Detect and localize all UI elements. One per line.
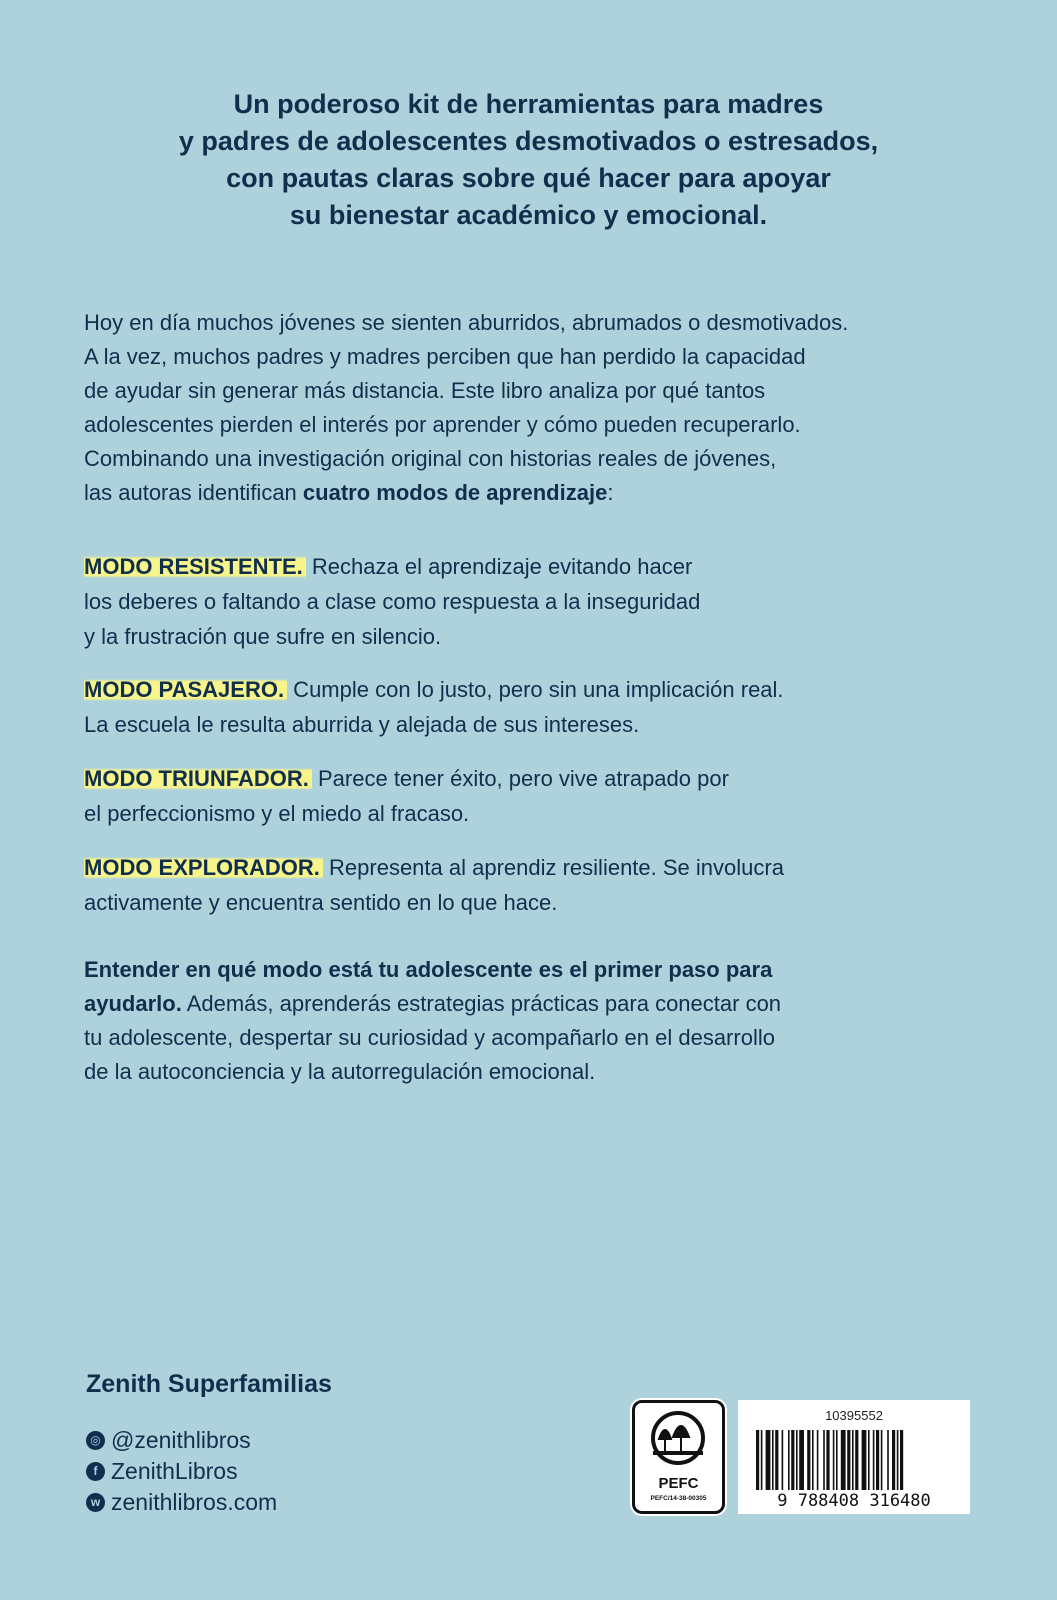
outro-emphasis: Entender en qué modo está tu adolescente es el primer paso para [84, 957, 773, 982]
intro-emphasis: cuatro modos de aprendizaje [302, 480, 608, 505]
barcode-bar [841, 1430, 846, 1490]
outro-paragraph [84, 953, 984, 1089]
barcode-bar [836, 1430, 838, 1490]
pefc-name: PEFC [658, 1475, 699, 1492]
mode-label: MODO PASAJERO. [84, 677, 287, 702]
barcode-bar [855, 1430, 858, 1490]
barcode-bar [826, 1430, 829, 1490]
mode-first-line [84, 761, 984, 796]
intro-line [84, 476, 984, 510]
social-handle: zenithlibros.com [111, 1489, 278, 1515]
mode-line: La escuela le resulta aburrida y alejada de sus intereses. [84, 712, 640, 737]
mode-text: Representa al aprendiz resiliente. Se involucra [322, 855, 784, 880]
barcode-bars [738, 1400, 970, 1514]
facebook-icon: f [86, 1462, 105, 1481]
mode-first-line [84, 672, 984, 707]
barcode-bar [892, 1430, 895, 1490]
isbn-digits: 9 788408 316480 [777, 1491, 931, 1511]
mode-first-line [84, 850, 984, 885]
barcode-bar [833, 1430, 835, 1490]
mode-text: Cumple con lo justo, pero sin una implicación real. [287, 677, 784, 702]
headline-line: su bienestar académico y emocional. [289, 200, 768, 230]
barcode-bar [847, 1430, 850, 1490]
outro-emphasis: ayudarlo. [84, 991, 182, 1016]
barcode-bar [756, 1430, 759, 1490]
mode-line: los deberes o faltando a clase como respuesta a la inseguridad [84, 589, 701, 614]
outro-line [84, 953, 984, 987]
mode-line: el perfeccionismo y el miedo al fracaso. [84, 801, 470, 826]
pefc-code: PEFC/14-38-00305 [650, 1495, 707, 1502]
mode-label: MODO TRIUNFADOR. [84, 766, 312, 791]
barcode-bar [887, 1430, 889, 1490]
mode-first-line [84, 549, 984, 584]
intro-line: A la vez, muchos padres y madres perciben que han perdido la capacidad [84, 344, 806, 369]
barcode-bar [897, 1430, 899, 1490]
barcode-bar [862, 1430, 867, 1490]
intro-colon: : [607, 480, 614, 505]
headline [60, 86, 997, 234]
outro-line: de la autoconciencia y la autorregulación emocional. [84, 1059, 596, 1084]
barcode-bar [900, 1430, 903, 1490]
barcode-bar [788, 1430, 790, 1490]
outro-line [84, 987, 984, 1021]
barcode-bar [881, 1430, 883, 1490]
barcode-top-number: 10395552 [825, 1408, 883, 1423]
barcode-bar [852, 1430, 854, 1490]
intro-line: Combinando una investigación original con historias reales de jóvenes, [84, 446, 777, 471]
barcode-bar [799, 1430, 804, 1490]
outro-line: tu adolescente, despertar su curiosidad y acompañarlo en el desarrollo [84, 1025, 775, 1050]
barcode-bar [796, 1430, 798, 1490]
barcode-bar [766, 1430, 771, 1490]
collection-name: Zenith Superfamilias [86, 1370, 332, 1398]
mode-text: Parece tener éxito, pero vive atrapado por [311, 766, 729, 791]
mode-text: Rechaza el aprendizaje evitando hacer [305, 554, 693, 579]
headline-line: Un poderoso kit de herramientas para madres [233, 89, 824, 119]
barcode-bar [761, 1430, 763, 1490]
mode-pasajero [84, 672, 984, 742]
intro-paragraph [84, 306, 984, 510]
social-handle: ZenithLibros [111, 1458, 238, 1484]
barcode-bar [782, 1430, 784, 1490]
headline-line: con pautas claras sobre qué hacer para apoyar [226, 163, 831, 193]
social-links [86, 1425, 277, 1518]
mode-resistente [84, 549, 984, 654]
social-facebook[interactable] [86, 1456, 277, 1487]
barcode-bar [772, 1430, 774, 1490]
intro-line: Hoy en día muchos jóvenes se sienten aburridos, abrumados o desmotivados. [84, 310, 849, 335]
barcode-bar [868, 1430, 870, 1490]
barcode-bar [873, 1430, 875, 1490]
instagram-icon: ◎ [86, 1431, 105, 1450]
headline-line: y padres de adolescentes desmotivados o estresados, [178, 126, 879, 156]
pefc-logo [632, 1400, 725, 1514]
intro-text: las autoras identifican [84, 480, 303, 505]
barcode [738, 1400, 970, 1514]
barcode-bar [807, 1430, 810, 1490]
intro-line: adolescentes pierden el interés por aprender y cómo pueden recuperarlo. [84, 412, 801, 437]
barcode-bar [817, 1430, 819, 1490]
mode-triunfador [84, 761, 984, 831]
web-icon: w [86, 1493, 105, 1512]
barcode-bar [823, 1430, 825, 1490]
barcode-bar [775, 1430, 778, 1490]
outro-text: Además, aprenderás estrategias prácticas para conectar con [181, 991, 782, 1016]
barcode-bar [812, 1430, 814, 1490]
mode-label: MODO EXPLORADOR. [84, 855, 323, 880]
social-handle: @zenithlibros [111, 1427, 251, 1453]
mode-label: MODO RESISTENTE. [84, 554, 306, 579]
social-instagram[interactable] [86, 1425, 277, 1456]
intro-line: de ayudar sin generar más distancia. Este libro analiza por qué tantos [84, 378, 766, 403]
barcode-bar [791, 1430, 794, 1490]
barcode-bar [876, 1430, 879, 1490]
mode-explorador [84, 850, 984, 920]
mode-line: y la frustración que sufre en silencio. [84, 624, 442, 649]
social-website[interactable] [86, 1487, 277, 1518]
mode-line: activamente y encuentra sentido en lo que hace. [84, 890, 558, 915]
